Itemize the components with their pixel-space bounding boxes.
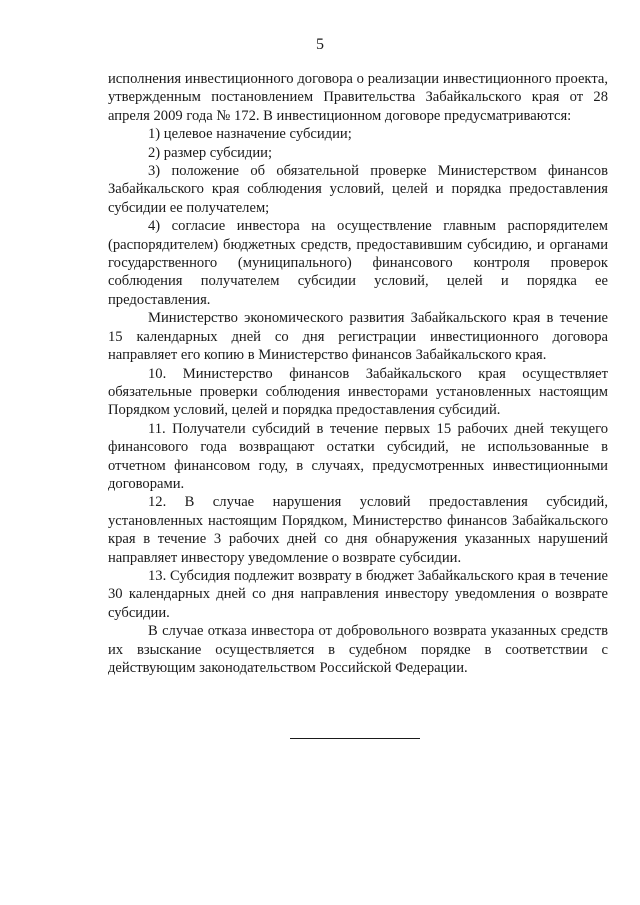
clause-10: 10. Министерство финансов Забайкальского края осуществляет обязательные проверки соблюдения инвесторами установленных настоящим Порядком условий, целей и порядка предоставления субсидий. xyxy=(108,365,608,419)
clause-13: 13. Субсидия подлежит возврату в бюджет Забайкальского края в течение 30 календарных дней со дня направления инвестору уведомления о возврате субсидии. xyxy=(108,567,608,621)
clause-12: 12. В случае нарушения условий предоставления субсидий, установленных настоящим Порядком, Министерство финансов Забайкальского края в течение 3 рабочих дней со дня обнаружения указанных нарушений направляет инвестору уведомление о возврате субсидии. xyxy=(108,494,608,566)
end-of-document-rule xyxy=(290,738,420,739)
paragraph-judicial-recovery: В случае отказа инвестора от добровольного возврата указанных средств их взыскание осуществляется в судебном порядке в соответствии с действующим законодательством Российской Федерации. xyxy=(108,623,608,676)
page-number: 5 xyxy=(316,36,324,53)
document-body xyxy=(108,70,608,677)
list-item-3: 3) положение об обязательной проверке Министерством финансов Забайкальского края соблюдения условий, целей и порядка предоставления субсидии ее получателем; xyxy=(108,163,608,216)
list-item-4: 4) согласие инвестора на осуществление главным распорядителем (распорядителем) бюджетных средств, предоставившим субсидию, и органами государственного (муниципального) финансового контроля проверок соблюдения получателем субсидии условий, целей и порядка ее предоставления. xyxy=(108,218,608,308)
paragraph-copy-transfer: Министерство экономического развития Забайкальского края в течение 15 календарных дней со дня регистрации инвестиционного договора направляет его копию в Министерство финансов Забайкальского края. xyxy=(108,310,608,364)
list-item-2: 2) размер субсидии; xyxy=(148,144,272,161)
list-item-1: 1) целевое назначение субсидии; xyxy=(148,126,352,143)
paragraph-continuation: исполнения инвестиционного договора о реализации инвестиционного проекта, утвержденным постановлением Правительства Забайкальского края от 28 апреля 2009 года № 172. В инвестиционном договоре предусматриваются: xyxy=(108,71,608,124)
clause-11: 11. Получатели субсидий в течение первых 15 рабочих дней текущего финансового года возвращают остатки субсидий, не использованные в отчетном финансовом году, в случаях, предусмотренных инвестиционными договорами. xyxy=(108,420,608,492)
